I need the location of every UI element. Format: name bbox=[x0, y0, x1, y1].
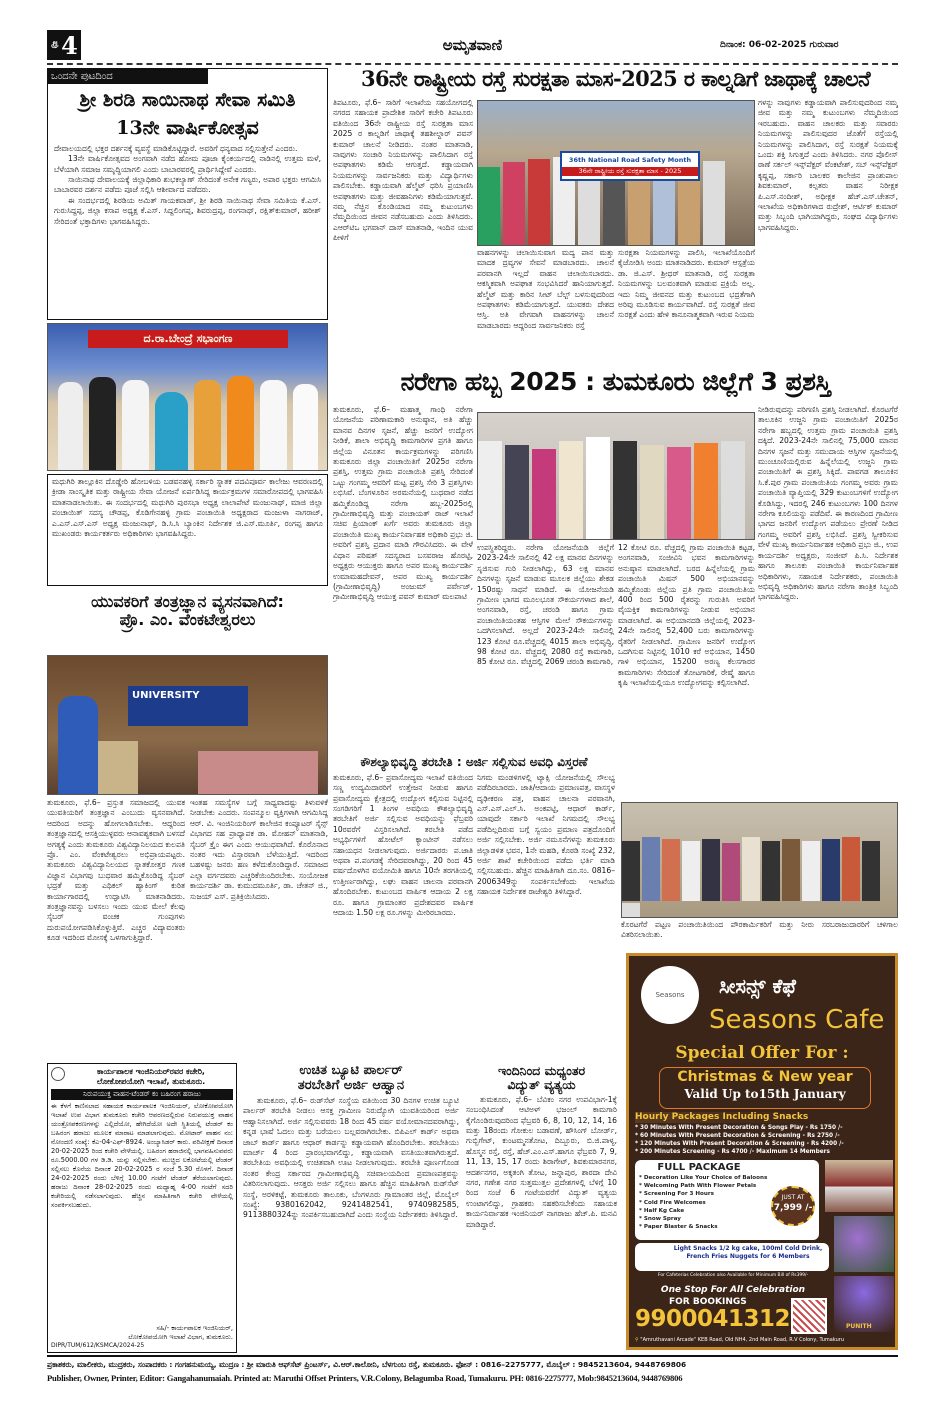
story-column: ತಿಪಟೂರು, ಫೆ.6– ಸಾರಿಗೆ ಇಲಾಖೆಯ ಸಹಯೋಗದಲ್ಲಿ ನಗರದ ಸಹಾಯಕ ಪ್ರಾದೇಶಿಕ ಸಾರಿಗೆ ಕಚೇರಿ ತಿಪಟೂರು ವತಿಯಿಂದ 36ನೇ ರಾಷ್ಟ್ರೀಯ ರಸ್ತೆ ಸುರಕ್ಷತಾ ಮಾಸ 2025 ರ ಕಾಲ್ನಡಿಗೆ ಜಾಥಾಕ್ಕೆ ತಹಶೀಲ್ದಾರ್ ಪವನ್ ಕುಮಾರ್ ಚಾಲನೆ ನೀಡಿದರು. ನಂತರ ಮಾತನಾಡಿ, ನಾವುಗಳು ಸಂಚಾರಿ ನಿಯಮಗಳನ್ನು ಪಾಲಿಸಿದಾಗ ರಸ್ತೆ ಅಪಘಾತಗಳು ಕಡಿಮೆ ಆಗುತ್ತದೆ. ಕಡ್ಡಾಯವಾಗಿ ನಿಯಮಗಳನ್ನು ಸಾರ್ವಜನಿಕರು ಮತ್ತು ವಿದ್ಯಾರ್ಥಿಗಳು ಪಾಲಿಸಬೇಕು. ಕಡ್ಡಾಯವಾಗಿ ಹೆಲ್ಮೆಟ್ ಧರಿಸಿ ಪ್ರಯಾಣಿಸಿ ಅಪಘಾತಗಳು ಮತ್ತು ಜೀವಹಾನಿಗಳು ಕಡಿಮೆಯಾಗುತ್ತವೆ. ನಮ್ಮ ನೆಚ್ಚಿನ ಕೊಂಡಿಯಾದ ನಮ್ಮ ಕುಟುಂಬಗಳು ನೆಮ್ಮದಿಯಿಂದ ಜೀವನ ನಡೆಸಬಹುದು ಎಂದು ತಿಳಿಸಿದರು. ಎಆರ್‌ಟಿಒ ಭಗವಾನ್ ದಾಸ್ ಮಾತನಾಡಿ, ಇಂದಿನ ಯುವ ಪೀಳಿಗೆ bbox=[333, 98, 473, 243]
hourly-item: * 120 Minutes With Present Decoration & Screening - Rs 4200 /- bbox=[635, 1141, 844, 1147]
seminar-photo bbox=[47, 655, 328, 795]
event-photo-bendre bbox=[47, 323, 328, 471]
snacks-offer: Light Snacks 1/2 kg cake, 100ml Cold Drink, French Fries Nuggets for 6 Members bbox=[635, 1243, 829, 1271]
booking-phone: 9900041312 bbox=[635, 1306, 791, 1332]
paragraph: 13ನೇ ವಾರ್ಷಿಕೋತ್ಸವದ ಅಂಗವಾಗಿ ನಡೆದ ಹೋಮ ಪೂಜಾ ಕೈಂಕರ್ಯದಲ್ಲಿ ನಾಡಿನಲ್ಲಿ ಉತ್ತಮ ಮಳೆ, ಬೆಳೆಯಾಗಿ ಸಮಾಜ ಸಮೃದ್ಧಿಯಾಗಲಿ ಎಂದು ಬಾಬಾರವರಲ್ಲಿ ಪ್ರಾರ್ಥಿಸಿದ್ದೇವೆ ಎಂದರು. bbox=[54, 154, 321, 174]
package-item: * Welcoming Path With Flower Petals bbox=[639, 1183, 757, 1190]
award-photo bbox=[477, 412, 755, 540]
dais-table bbox=[198, 751, 318, 795]
footer-kannada: ಪ್ರಕಾಶಕರು, ಮಾಲೀಕರು, ಮುದ್ರಕರು, ಸಂಪಾದಕರು : ಗಂಗಹನುಮಯ್ಯ, ಮುದ್ರಣ : ಶ್ರೀ ಮಾರುತಿ ಆಫ್‌ಸೆಟ್ ಪ್ರಿಂಟರ್ಸ್, ವಿ.ಆರ್.ಕಾಲೋನಿ, ಬೆಳಗುಂಬ ರಸ್ತೆ, ತುಮಕೂರು. ಫೋನ್ : 0816–2275777, ಮೊಬೈಲ್ : 9845213604, 9448769806 bbox=[47, 1360, 687, 1369]
qr-code bbox=[791, 1298, 827, 1334]
logo-text: Seasons bbox=[655, 991, 685, 999]
emblem-icon bbox=[51, 1067, 65, 1081]
paragraph: ದೇವಾಲಯದಲ್ಲಿ ಭಕ್ತರ ದರ್ಶನಕ್ಕೆ ವ್ಯವಸ್ಥೆ ಮಾಡಿಕೊಟ್ಟಿದ್ದಾರೆ. ಅವರಿಗೆ ಧನ್ಯವಾದ ಸಲ್ಲಿಸುತ್ತೇನೆ ಎಂದರು. bbox=[54, 143, 298, 153]
story-column: ತುಮಕೂರು, ಫೆ.6– ಪ್ರಸ್ತುತ ಸಮಾಜದಲ್ಲಿ ಯುವಕ ಯುವತಿಯರಿಗೆ ತಂತ್ರಜ್ಞಾನ ಎಂಬುದು ವ್ಯಸನವಾಗಿದೆ. ಆದರಿಂದ ಅದನ್ನು ಹೋಗಲಾಡಿಸಬೇಕು. ಆದ್ದರಿಂದ ತಂತ್ರಜ್ಞಾನದಲ್ಲಿ ಆಸಕ್ತಿಯುಳ್ಳವರು ಆನಾವಶ್ಯಕವಾಗಿ ಬಳಸದೆ ಅಗತ್ಯಕ್ಕೆ ಎಂದು ತುಮಕೂರು ವಿಶ್ವವಿದ್ಯಾನಿಲಯದ ಕುಲಪತಿ ಪ್ರೊ. ಎಂ. ವೆಂಕಟೇಶ್ವರಲು ಅಭಿಪ್ರಾಯಪಟ್ಟರು. ತುಮಕೂರು ವಿಶ್ವವಿದ್ಯಾನಿಲಯದ ಸ್ನಾತಕೋತ್ತರ ಗಣಕ ವಿಜ್ಞಾನ ವಿಭಾಗವು ಬುಧವಾರ ಹಮ್ಮಿಕೊಂಡಿದ್ದ ಸೈಬರ್ ಭದ್ರತೆ ಮತ್ತು ಎಥಿಕಲ್ ಹ್ಯಾಕಿಂಗ್ ಕುರಿತ ಕಾರ್ಯಾಗಾರದಲ್ಲಿ ಉದ್ಘಾಟಿಸಿ ಮಾತನಾಡಿದರು. ತಂತ್ರಜ್ಞಾನವನ್ನು ಬಳಸಲು ಇಂದು ಯುವ ಮೇಲೆ ಕೆಲವು ಸೈಬರ್ ವಂಚಕ ಗುಂಪುಗಳು ದುರುಪಯೋಗಪಡಿಸಿಕೊಳ್ಳುತ್ತಿವೆ. ಎಚ್ಚರ ವಿದ್ಯಾವಂತರು ಕೂಡ ಇದರಿಂದ ಮೋಸಕ್ಕೆ ಒಳಗಾಗುತ್ತಿದ್ದಾರೆ. bbox=[47, 798, 185, 943]
tech-headline-block bbox=[47, 593, 328, 653]
hourly-title: Hourly Packages Including Snacks bbox=[635, 1112, 809, 1122]
photo-label: PUNITH bbox=[846, 1323, 872, 1330]
location-pin-icon: ⚲ bbox=[635, 1337, 641, 1343]
hourly-list bbox=[635, 1124, 893, 1156]
headline: ಯುವಕರಿಗೆ ತಂತ್ರಜ್ಞಾನ ವ್ಯಸನವಾಗಿದೆ: bbox=[91, 593, 284, 611]
hall-banner: ದ.ರಾ.ಬೇಂದ್ರೆ ಸಭಾಂಗಣ bbox=[88, 330, 288, 348]
package-item: * Snow Spray bbox=[639, 1216, 681, 1223]
package-item: * Cold Fire Welcomes bbox=[639, 1199, 706, 1206]
road-safety-banner bbox=[560, 151, 700, 181]
address-line bbox=[635, 1337, 895, 1344]
headline: ಉಚಿತ ಬ್ಯೂಟಿ ಪಾರ್ಲರ್ bbox=[299, 1064, 403, 1078]
subheadline: ವಿದ್ಯುತ್ ವ್ಯತ್ಯಯ bbox=[507, 1077, 576, 1093]
just-at: JUST AT bbox=[781, 1194, 805, 1201]
venue-photo bbox=[825, 1160, 893, 1212]
university-banner: UNIVERSITY bbox=[128, 686, 248, 726]
hourly-item: * 60 Minutes With Present Decoration & Screening - Rs 2750 /- bbox=[635, 1133, 840, 1139]
headline: ಶ್ರೀ ಶಿರಡಿ ಸಾಯಿನಾಥ ಸೇವಾ ಸಮಿತಿ bbox=[79, 89, 296, 111]
price: 7,999 /- bbox=[773, 1203, 813, 1213]
awardee-figures bbox=[478, 423, 755, 540]
subheadline: ತರಬೇತಿಗೆ ಅರ್ಜಿ ಆಹ್ವಾನ bbox=[297, 1077, 405, 1093]
one-stop-tagline: One Stop For All Celebration bbox=[660, 1285, 806, 1295]
page-number: 4 bbox=[61, 30, 78, 60]
story-body bbox=[48, 140, 327, 319]
cafeteria-note: For Cafeterias Celebration also Available for Minimum Bill of Rs399/- bbox=[657, 1273, 809, 1278]
tender-notice bbox=[47, 1063, 237, 1353]
validity: Valid Up to15th January bbox=[684, 1087, 846, 1101]
full-package-title: FULL PACKAGE bbox=[657, 1162, 741, 1173]
hourly-item: * 200 Minutes Screening - Rs 4700 /- Maximum 14 Members bbox=[635, 1149, 830, 1155]
full-package-box bbox=[635, 1160, 819, 1240]
cafe-name-english: Seasons Cafe bbox=[709, 1005, 885, 1035]
footer-english: Publisher, Owner, Printer, Editor: Gangahanumaiah. Printed at: Maruthi Offset Printers, V.R.Colony, Belagumba Road, Tumakuru. PH: 0816-2275777, Mob:9845213604, 9448769806 bbox=[47, 1373, 683, 1383]
story-column: ಇಂತಹ ಸಮಸ್ಯೆಗಳ ಬಗ್ಗೆ ಸಾಧ್ಯವಾದಷ್ಟು ತಿಳುವಳಿಕೆ ನೀಡಬೇಕು ಎಂದರು. ಸಂಪನ್ಮೂಲ ವ್ಯಕ್ತಿಗಳಾಗಿ ಆಗಮಿಸಿದ್ದ ಆರ್. ವಿ. ಇಂಜಿನಿಯರಿಂಗ್ ಕಾಲೇಜಿನ ಕಂಪ್ಯೂಟರ್ ಸೈನ್ಸ್ ವಿಭಾಗದ ಸಹ ಪ್ರಾಧ್ಯಾಪಕ ಡಾ. ಮೋಹನ್ ಮಾತನಾಡಿ, ಸೈಬರ್ ಕ್ರೈಂ ಈಗ ಎಂದು ಆಯುಧವಾಗಿದೆ. ಕೊರೊನಾದ ನಂತರ ಇದು ವಿಸ್ತಾರವಾಗಿ ಬೆಳೆಯುತ್ತಿದೆ. ಇದರಿಂದ ಬಹಳಷ್ಟು ಜನರು ಹಣ ಕಳೆದುಕೊಂಡಿದ್ದಾರೆ. ಸಮಾಜದ ಎಲ್ಲಾ ವರ್ಗದವರು ಎಚ್ಚರಿಕೆಯಿಂದಿರಬೇಕು. ಸಂಯೋಜಕ ಕಾರ್ಯದರ್ಶಿ ಡಾ. ಕುಮುದಮೂರ್ತಿ, ಡಾ. ಚೇತನ್ ಜಿ., ಸುಜಯ್ ಎಸ್. ಪ್ರತಿಕ್ರಿಯಿಸಿದರು. bbox=[190, 798, 328, 901]
signature-line: ಸಹಿ/- ಕಾರ್ಯಪಾಲಕ ಇಂಜಿನಿಯರ್, bbox=[156, 1324, 233, 1332]
occasion-box bbox=[659, 1067, 871, 1109]
story-column: ವಾಹನಗಳನ್ನು ಚಲಾಯಿಸುವಾಗ ಮದ್ಯ ಪಾನ ಮತ್ತು ಮಾದಕ ದ್ರವ್ಯಗಳ ಸೇವನೆ ಮಾಡಬಾರದು. ಚಾಲನೆ ಪರವಾನಗಿ ಇಲ್ಲದೆ ವಾಹನ ಚಲಾಯಿಸಬಾರದು. ಆಕಸ್ಮಿಕವಾಗಿ ಅಪಘಾತ ಸಂಭವಿಸಿದರೆ ಹಾನಿಯಾಗುತ್ತದೆ. ಹೆಲ್ಮೆಟ್ ಮತ್ತು ಕಾರಿನ ಸೀಟ್ ಬೆಲ್ಟ್ ಬಳಸುವುದರಿಂದ ಅಪಘಾತಗಳು ಕಡಿಮೆಯಾಗುತ್ತದೆ. ಯುವಕರು ದೇಶದ ಆಸ್ತಿ. ಅತಿ ವೇಗವಾಗಿ ವಾಹನಗಳನ್ನು ಚಾಲನೆ ಮಾಡಬಾರದು ಆದ್ದರಿಂದ ಸಾರ್ವಜನಿಕರು ರಸ್ತೆ bbox=[477, 248, 614, 330]
page-label: ಪು bbox=[50, 41, 61, 49]
office-name: ಕಾರ್ಯಪಾಲಕ ಇಂಜಿನಿಯರ್‌ರವರ ಕಚೇರಿ, bbox=[97, 1067, 205, 1076]
cafe-logo bbox=[641, 966, 699, 1024]
power-story bbox=[464, 1064, 619, 1352]
subheadline: 13ನೇ ವಾರ್ಷಿಕೋತ್ಸವ bbox=[116, 116, 259, 139]
skill-story bbox=[333, 756, 615, 1056]
subheadline: ಪ್ರೊ. ಎಂ. ವೆಂಕಟೇಶ್ವರಲು bbox=[119, 610, 256, 630]
photo-caption: ಮಧುಗಿರಿ ತಾಲ್ಲೂಕಿನ ದೊಡ್ಡೇರಿ ಹೋಬಳಿಯ ಬಡವನಹಳ್ಳಿ ಸರ್ಕಾರಿ ಸ್ನಾತಕ ಪದವಿಪೂರ್ವ ಕಾಲೇಜು ಆವರಣದಲ್ಲಿ ಕ್ರೀಡಾ ಸಾಂಸ್ಕೃತಿಕ ಮತ್ತು ರಾಷ್ಟ್ರೀಯ ಸೇವಾ ಯೋಜನೆ ಏರ್ಪಡಿಸಿದ್ದ ಕಾರ್ಯಕ್ರಮಗಳ ಸಮಾರೋಪದಲ್ಲಿ ಭಾಗವಹಿಸಿ ಮಾತನಾಡಲಾಯಿತು. ಈ ಸಂದರ್ಭದಲ್ಲಿ ಮಧುಗಿರಿ ಪುರಸಭಾ ಅಧ್ಯಕ್ಷ ಲಾಲಾಪೇಟೆ ಮಂಜುನಾಥ್, ಮಾಜಿ ಜಿಲ್ಲಾ ಪಂಚಾಯಿತ್ ಸದಸ್ಯ ಚೌಡಪ್ಪ, ಕೊಡಿಗೇನಹಳ್ಳಿ ಗ್ರಾಮ ಪಂಚಾಯಿತಿ ಅಧ್ಯಕ್ಷರಾದ ಮಂಜುಳಾ ನಾಗರಾಜ್, ಎ.ಎಸ್.ಎಸ್.ಎಸ್ ಅಧ್ಯಕ್ಷ ಮಂಜುನಾಥ್, ಡಿ.ಸಿ.ಸಿ ಬ್ಯಾಂಕಿನ ನಿರ್ದೇಶಕ ಜಿ.ಎಸ್.ಮೂರ್ತಿ, ರಂಗಪ್ಪ ಹಾಗೂ ಮುಖಂಡರು ಕಾರ್ಯಕರ್ತರು ಅಧಿಕಾರಿಗಳು ಭಾಗವಹಿಸಿದ್ದರು. bbox=[47, 474, 328, 586]
beauty-story bbox=[241, 1064, 461, 1352]
package-item: * Half Kg Cake bbox=[639, 1207, 685, 1214]
package-item: * Decoration Like Your Choice of Baloons bbox=[639, 1175, 768, 1181]
skill-columns bbox=[333, 773, 615, 1056]
package-item: * Paper Blaster & Snacks bbox=[639, 1224, 718, 1231]
price-badge bbox=[771, 1186, 815, 1226]
balloon-photo bbox=[834, 1216, 894, 1272]
hourly-item: * 30 Minutes With Present Decoration & Songs Play - Rs 1750 /- bbox=[635, 1125, 843, 1131]
banner-english: 36th National Road Safety Month bbox=[568, 156, 692, 164]
story-column: ತುಮಕೂರು, ಫೆ.6– ಪ್ರವಾಸೋದ್ಯಮ ಇಲಾಖೆ ವತಿಯಿಂದ ಸಣ್ಣ ಉದ್ಯಮಿದಾರರಿಗೆ ಉತ್ತೇಜನ ನೀಡುವ ಹಾಗೂ ಪ್ರವಾಸೋದ್ಯಮ ಕ್ಷೇತ್ರದಲ್ಲಿ ಉದ್ಯೋಗ ಕಲ್ಪಿಸುವ ನಿಟ್ಟಿನಲ್ಲಿ ಸಂಗಡಿಗರಿಗೆ 1 ತಿಂಗಳ ಅವಧಿಯ ಕೌಶಲ್ಯಾಭಿವೃದ್ಧಿ ತರಬೇತಿಗೆ ಅರ್ಜಿ ಸಲ್ಲಿಸುವ ಅವಧಿಯನ್ನು ಫೆಬ್ರವರಿ 10ರವರೆಗೆ ವಿಸ್ತರಿಸಲಾಗಿದೆ. ತರಬೇತಿ ಪಡೆದ ಅಭ್ಯರ್ಥಿಗಳಿಗೆ ಹೋಟೆಲ್ ಕ್ಯಾಂಟೀನ್ ನಡೆಸಲು ಸಹಾಯಧನ ನೀಡಲಾಗುವುದು. ಅರ್ಜಿದಾರರು ಪ.ಜಾತಿ ಅಥವಾ ಪ.ಪಂಗಡಕ್ಕೆ ಸೇರಿದವರಾಗಿದ್ದು, 20 ರಿಂದ 45 ವರ್ಷದೊಳಗಿನ ವಯೋಮಿತಿ ಹಾಗೂ 10ನೇ ತರಗತಿಯಲ್ಲಿ ಉತ್ತೀರ್ಣರಾಗಿದ್ದು, ಲಘು ವಾಹನ ಚಾಲನಾ ಪರವಾನಗಿ ಹೊಂದಿರಬೇಕು. ಕುಟುಂಬದ ವಾರ್ಷಿಕ ಆದಾಯ 2 ಲಕ್ಷ ರೂ. ಹಾಗೂ ಗ್ರಾಮಾಂತರ ಪ್ರದೇಶದವರ ವಾರ್ಷಿಕ ಆದಾಯ 1.50 ಲಕ್ಷ ರೂ.ಗಳನ್ನು ಮೀರಿರಬಾರದು. bbox=[333, 772, 473, 918]
issue-date: ದಿನಾಂಕ: 06-02-2025 ಗುರುವಾರ bbox=[720, 40, 839, 50]
paragraph: ಸಾಯಿನಾಥ ದೇವಾಲಯಕ್ಕೆ ಜಿಲ್ಲಾಧಿಕಾರಿ ಶುಭಕಲ್ಯಾಣ್ ಸೇರಿದಂತೆ ಅನೇಕ ಗಣ್ಯರು, ಅಪಾರ ಭಕ್ತರು ಆಗಮಿಸಿ ಬಾಬಾರವರ ದರ್ಶನ ಪಡೆದು ಪೂಜೆ ಸಲ್ಲಿಸಿ ಆಶೀರ್ವಾದ ಪಡೆದರು. bbox=[54, 174, 321, 195]
headline: ಕೌಶಲ್ಯಾಭಿವೃದ್ಧಿ ತರಬೇತಿ : ಅರ್ಜಿ ಸಲ್ಲಿಸುವ ಅವಧಿ ವಿಸ್ತರಣೆ bbox=[360, 756, 588, 769]
page-number-box bbox=[47, 30, 81, 60]
people-figures bbox=[58, 364, 318, 471]
special-offer: Special Offer For : bbox=[675, 1043, 849, 1063]
photo-caption: ಕೊರಟಗೆರೆ ಪಟ್ಟಣ ಪಂಚಾಯಿತಿಯಿಂದ ಪೌರಕಾರ್ಮಿಕರಿಗೆ ಮತ್ತು ನೀರು ಸರಬರಾಜುದಾರರಿಗೆ ಚಳಿಗಾಲ ವಿತರಿಸಲಾಯಿತು. bbox=[621, 920, 898, 940]
seasons-cafe-ad bbox=[626, 953, 898, 1350]
story-column: ಉಪಸ್ಥಿತರಿದ್ದರು. ನರೇಗಾ ಯೋಜನೆಯಡಿ ಜಿಲ್ಲೆಗೆ 2023-24ನೇ ಸಾಲಿನಲ್ಲಿ 42 ಲಕ್ಷ ಮಾನವ ದಿನಗಳನ್ನು ಸೃಜಿಸುವ ಗುರಿ ನೀಡಲಾಗಿದ್ದು, 63 ಲಕ್ಷ ಮಾನವ ದಿನಗಳನ್ನು ಸೃಜನೆ ಮಾಡುವ ಮೂಲಕ ಜಿಲ್ಲೆಯು ಶೇಕಡ 150ರಷ್ಟು ಸಾಧನೆ ಮಾಡಿದೆ. ಈ ಯೋಜನೆಯಡಿ ಗ್ರಾಮೀಣ ಭಾಗದ ಮೂಲಭೂತ ಸೌಕರ್ಯಗಳಾದ ಶಾಲೆ, ಅಂಗನವಾಡಿ, ರಸ್ತೆ, ಚರಂಡಿ ಹಾಗೂ ಗ್ರಾಮ ಪಂಚಾಯಿತಿಯಂತಹ ಆಸ್ತಿಗಳ ಮೇಲೆ ಸೌಕರ್ಯಗಳನ್ನು ಒದಗಿಸಲಾಗಿದೆ. ಅಲ್ಲದೆ 2023-24ನೇ ಸಾಲಿನಲ್ಲಿ 123 ಕೋಟಿ ರೂ.ವೆಚ್ಚದಲ್ಲಿ 4015 ಶಾಲಾ ಅಭಿವೃದ್ಧಿ, 98 ಕೋಟಿ ರೂ. ವೆಚ್ಚದಲ್ಲಿ 2080 ರಸ್ತೆ ಕಾಮಗಾರಿ, 85 ಕೋಟಿ ರೂ. ವೆಚ್ಚದಲ್ಲಿ 2069 ಚರಂಡಿ ಕಾಮಗಾರಿ, bbox=[477, 543, 614, 667]
story-column: ನಿಗಮ ಮಂಡಳಿಗಳಲ್ಲಿ ಟ್ಯಾಕ್ಸಿ ಯೋಜನೆಯಲ್ಲಿ ಸೌಲಭ್ಯ ಪಡೆದಿರಬಾರದು. ಜಾತಿ/ಆದಾಯ ಪ್ರಮಾಣಪತ್ರ, ವಾಸಸ್ಥಳ ದೃಢೀಕರಣ ಪತ್ರ, ವಾಹನ ಚಾಲನಾ ಪರವಾನಗಿ, ಎಸ್.ಎಸ್.ಎಲ್.ಸಿ. ಅಂಕಪಟ್ಟಿ, ಆಧಾರ್ ಕಾರ್ಡ್, ಯಾವುದೇ ಸರ್ಕಾರಿ ಇಲಾಖೆ ನಿಗಮದಲ್ಲಿ ಸೌಲಭ್ಯ ಪಡೆದಿಲ್ಲದಿರುವ ಬಗ್ಗೆ ಸ್ವಯಂ ಪ್ರಮಾಣ ಪತ್ರದೊಂದಿಗೆ ಅರ್ಜಿ ಸಲ್ಲಿಸಬೇಕು. ಅರ್ಜಿ ನಮೂನೆಗಳನ್ನು ತುಮಕೂರು ಜಿಲ್ಲಾಡಳಿತ ಭವನ, 1ನೇ ಮಹಡಿ, ಕೊಠಡಿ ಸಂಖ್ಯೆ 232, ಅರ್ಜಿ ಶಾಖೆ ಕಚೇರಿಯಿಂದ ಪಡೆದು ಭರ್ತಿ ಮಾಡಿ ಸಲ್ಲಿಸಬಹುದು. ಹೆಚ್ಚಿನ ಮಾಹಿತಿಗಾಗಿ ದೂ.ಸಂ. 0816–2006349ನ್ನು ಸಂಪರ್ಕಿಸಬೇಕೆಂದು ಇಲಾಖೆಯ ಸಹಾಯಕ ನಿರ್ದೇಶಕ ರಾಜೇಶ್ವರಿ ತಿಳಿಸಿದ್ದಾರೆ. bbox=[477, 772, 615, 897]
bookings-label: FOR BOOKINGS bbox=[669, 1297, 747, 1307]
headline: ನರೇಗಾ ಹಬ್ಬ 2025 : ತುಮಕೂರು ಜಿಲ್ಲೆಗೆ 3 ಪ್ರಶಸ್ತಿ bbox=[400, 367, 831, 396]
notice-header bbox=[51, 1067, 233, 1087]
story-column: ಸುರಕ್ಷತಾ ನಿಯಮಗಳನ್ನು ಪಾಲಿಸಿ, ಇಲಾಖೆಯೊಂದಿಗೆ ಕೈಜೋಡಿಸಿ ಅಂದು ಮಾತನಾಡಿದರು. ಕುಮಾರ್ ಆಸ್ಪತ್ರೆಯ ಡಾ. ಜಿ.ಎಸ್. ಶ್ರೀಧರ್ ಮಾತನಾಡಿ, ರಸ್ತೆ ಸುರಕ್ಷತಾ ನಿಯಮಗಳನ್ನು ಬಲವಂತವಾಗಿ ಮಾಡುವ ಪ್ರಕ್ರಿಯೆ ಅಲ್ಲ. ಇದು ನಿಮ್ಮ ಜೀವನದ ಮತ್ತು ಕುಟುಂಬದ ಭದ್ರತೆಗಾಗಿ ಅರಿವು ಮೂಡಿಸುವ ಕಾರ್ಯವಾಗಿದೆ. ರಸ್ತೆ ಸುರಕ್ಷತೆ ಜೀವ ಸುರಕ್ಷತೆ ಎಂದು ಹೇಳಿ ಕಾನೂನಾತ್ಮಕವಾಗಿ ಇರುವ ನಿಯಮ bbox=[618, 248, 755, 320]
cafe-name-kannada: ಸೀಸನ್ಸ್ ಕೆಫೆ bbox=[719, 974, 796, 998]
kicker: ಒಂದನೇ ಪುಟದಿಂದ bbox=[48, 69, 208, 84]
story-column: 12 ಕೋಟಿ ರೂ. ವೆಚ್ಚದಲ್ಲಿ ಗ್ರಾಮ ಪಂಚಾಯಿತಿ ಕಟ್ಟಡ, ಅಂಗನವಾಡಿ, ಸಂಜೀವಿನಿ ಭವನ ಕಾಮಗಾರಿಗಳನ್ನು ಅನುಷ್ಠಾನ ಮಾಡಲಾಗಿದೆ. ಬರದ ಹಿನ್ನೆಲೆಯಲ್ಲಿ ಗ್ರಾಮ ಪಂಚಾಯಿತಿ ಮಿಷನ್ 500 ಅಭಿಯಾನವನ್ನು ಹಮ್ಮಿಕೊಂಡು ಜಿಲ್ಲೆಯ ಪ್ರತಿ ಗ್ರಾಮ ಪಂಚಾಯಿತಿಯ 400 ರಿಂದ 500 ರೈತರನ್ನು ಗುರುತಿಸಿ ಅವರಿಗೆ ವೈಯಕ್ತಿಕ ಕಾಮಗಾರಿಗಳನ್ನು ನೀಡುವ ಅಭಿಯಾನ ಮಾಡಲಾಗಿದೆ. ಈ ಅಭಿಯಾನದಡಿ ಜಿಲ್ಲೆಯಲ್ಲಿ 2023-24ನೇ ಸಾಲಿನಲ್ಲಿ 52,400 ಬರು ಕಾಮಗಾರಿಗಳನ್ನು ರೈತರಿಗೆ ನೀಡಲಾಗಿದೆ. ಗ್ರಾಮೀಣ ಜನರಿಗೆ ಉದ್ಯೋಗ ಒದಗಿಸುವ ನಿಟ್ಟಿನಲ್ಲಿ 1010 ಕರೆ ಅಭಿಯಾನ, 1450 ಗಾಳಿ ಅಭಿಯಾನ, 15200 ಅರಣ್ಯ ಕೆಲಸಗಾರರ ಕಾಮಗಾರಿಗಳು ಸೇರಿದಂತೆ ತೋಟಗಾರಿಕೆ, ರೇಷ್ಮೆ ಹಾಗೂ ಕೃಷಿ ಇಲಾಖೆಯಲ್ಲಿಯೂ ಉದ್ಯೋಗವನ್ನು ಕಲ್ಪಿಸಲಾಗಿದೆ. bbox=[618, 543, 755, 688]
story-body: ತುಮಕೂರು, ಫೆ.6– ಬೆವಿಕಂ ನಗರ ಉಪವಿಭಾಗ-1ಕ್ಕೆ ಸಂಬಂಧಿಸಿದಂತೆ ಆಟಿಅಳ್ ಭಜಂಲ್ ಕಾಮಗಾರಿ ಕೈಗೊಂಡಿರುವುದರಿಂದ ಫೆಬ್ರವರಿ 6, 8, 10, 12, 14, 16 ಮತ್ತು 18ರಂದು ಗೋಕುಲ ಬಡಾವಣೆ, ಹೌಸಿಂಗ್ ಬೋರ್ಡ್, ಗುಬ್ಬಿಗೇಟ್, ಕುಂಟಮ್ಮನತೋಟ, ದಿಬ್ಬೂರು, ಬಿ.ಜಿ.ಪಾಳ್ಯ, ಹೊಸ್ಮನ ರಸ್ತೆ, ರಸ್ತೆ, ಹೆಚ್.ಎಂ.ಎಸ್.ಹಾಗೂ ಫೆಬ್ರವರಿ 7, 9, 11, 13, 15, 17 ರಂದು ಶಿರಾಗೇಟ್, ಶಿವಕುಮಾರನಗರ, ಆದರ್ಶನಗರ, ಅಕ್ಕತಂಗಿ ತೋಟ, ಜನ್ನಾಪುರ, ಶಾರದಾ ದೇವಿ ನಗರ, ಗಣೇಶ ನಗರ ಸುತ್ತಮುತ್ತಲ ಪ್ರದೇಶಗಳಲ್ಲಿ ಬೆಳಿಗ್ಗೆ 10 ರಿಂದ ಸಂಜೆ 6 ಗಂಟೆಯವರೆಗೆ ವಿದ್ಯುತ್ ವ್ಯತ್ಯಯ ಉಂಟಾಗಲಿದ್ದು, ಗ್ರಾಹಕರು ಸಹಕರಿಸಬೇಕೆಂದು ಸಹಾಯಕ ಕಾರ್ಯನಿರ್ವಾಹಕ ಇಂಜಿನಿಯರ್ ನಾಗರಾಜು ಹೆಚ್.ಪಿ. ಮನವಿ ಮಾಡಿದ್ದಾರೆ. bbox=[466, 1094, 617, 1229]
story-column: ತುಮಕೂರು, ಫೆ.6– ಮಹಾತ್ಮ ಗಾಂಧಿ ನರೇಗಾ ಯೋಜನೆಯ ಪರಿಣಾಮಕಾರಿ ಅನುಷ್ಠಾನ, ಅತಿ ಹೆಚ್ಚು ಮಾನವ ದಿನಗಳ ಸೃಜನೆ, ಹೆಚ್ಚು ಜನರಿಗೆ ಉದ್ಯೋಗ ನೀಡಿಕೆ, ಶಾಲಾ ಅಭಿವೃದ್ಧಿ ಕಾಮಗಾರಿಗಳ ಪ್ರಗತಿ ಹಾಗೂ ಜಿಲ್ಲೆಯ ವಿನೂತನ ಕಾರ್ಯಕ್ರಮಗಳನ್ನು ಪರಿಗಣಿಸಿ ತುಮಕೂರು ಜಿಲ್ಲಾ ಪಂಚಾಯಿತಿಗೆ 2025ರ ನರೇಗಾ ಪ್ರಶಸ್ತಿ, ಉತ್ತಮ ಗ್ರಾಮ ಪಂಚಾಯಿತಿ ಪ್ರಶಸ್ತಿ ಸೇರಿದಂತೆ ಒಟ್ಟು ಗಂಗಮ್ಮ ಆವರಿಗೆ ಮಟ್ಟ ಪ್ರಶಸ್ತಿ ಸೇರಿ 3 ಪ್ರಶಸ್ತಿಗಳು ಲಭಿಸಿವೆ. ಬೆಂಗಳೂರಿನ ಅರಮನೆಯಲ್ಲಿ ಬುಧವಾರ ನಡೆದ ಹಮ್ಮಿಕೊಂಡಿದ್ದ ನರೇಗಾ ಹಬ್ಬ-2025ರಲ್ಲಿ ಗ್ರಾಮೀಣಾಭಿವೃದ್ಧಿ ಮತ್ತು ಪಂಚಾಯತ್ ರಾಜ್ ಇಲಾಖೆ ಸಚಿವ ಪ್ರಿಯಾಂಕ್ ಖರ್ಗೆ ಅವರು ತುಮಕೂರು ಜಿಲ್ಲಾ ಪಂಚಾಯಿತಿ ಮುಖ್ಯ ಕಾರ್ಯನಿರ್ವಾಹಕ ಅಧಿಕಾರಿ ಪ್ರಭು ಜಿ. ಅವರಿಗೆ ಪ್ರಶಸ್ತಿ ಪ್ರದಾನ ಮಾಡಿ ಗೌರವಿಸಿದರು. ಈ ವೇಳೆ ವಿಧಾನ ಪರಿಷತ್ ಸದಸ್ಯರಾದ ಬಸವರಾಜ ಹೊರಟ್ಟಿ, ಅಧ್ಯಕ್ಷರು ಆಯುಕ್ತರು ಹಾಗೂ ಅಪರ ಮುಖ್ಯ ಕಾರ್ಯದರ್ಶಿ ಉಮಾಮಹದೇವನ್, ಅಪರ ಮುಖ್ಯ ಕಾರ್ಯದರ್ಶಿ (ಗ್ರಾಮೀಣಾಭಿವೃದ್ಧಿ) ಅಂಜುಮ್ ಪರ್ವೇಜ್, ಗ್ರಾಮೀಣಾಭಿವೃದ್ಧಿ ಆಯುಕ್ತ ಪವನ್ ಕುಮಾರ್ ಮಲಪಾಟಿ bbox=[333, 405, 473, 602]
department: ಲೋಕೋಪಯೋಗಿ ಇಲಾಖೆ, ತುಮಕೂರು. bbox=[96, 1077, 206, 1086]
workers-photo bbox=[621, 802, 898, 918]
decor-photo bbox=[834, 1276, 894, 1332]
crowd-figures bbox=[478, 131, 755, 246]
lead-headline: 36ನೇ ರಾಷ್ಟ್ರೀಯ ರಸ್ತೆ ಸುರಕ್ಷತಾ ಮಾಸ-2025 ರ ಕಾಲ್ನಡಿಗೆ ಜಾಥಾಕ್ಕೆ ಚಾಲನೆ bbox=[361, 66, 870, 91]
paragraph: ಈ ಸಂದರ್ಭದಲ್ಲಿ ಶಿರಡಿಯ ಅಮಿತ್ ಗಾಯಕವಾಡ್, ಶ್ರೀ ಶಿರಡಿ ಸಾಯಿನಾಥ ಸೇವಾ ಸಮಿತಿಯ ಕೆ.ಎಸ್. ಗುರುಸಿದ್ದಪ್ಪ, ಜಿಲ್ಲಾ ಕಸಾಪ ಅಧ್ಯಕ್ಷ ಕೆ.ಎಸ್. ಸಿದ್ದಲಿಂಗಪ್ಪ, ಶಿವರುದ್ರಪ್ಪ, ರಂಗನಾಥ್, ರಕ್ಷಿತ್‌ಕುಮಾರ್, ಹರೀಶ್ ಸೇರಿದಂತೆ ಭಕ್ತಾದಿಗಳು ಭಾಗವಹಿಸಿದ್ದರು. bbox=[54, 195, 321, 226]
header-divider bbox=[47, 63, 898, 65]
group-figures bbox=[622, 837, 898, 917]
masthead: ಅಮೃತವಾಣಿ bbox=[442, 36, 503, 54]
story-column: ಗಳನ್ನು ನಾವುಗಳು ಕಡ್ಡಾಯವಾಗಿ ಪಾಲಿಸುವುದರಿಂದ ನಮ್ಮ ಜೀವ ಮತ್ತು ನಮ್ಮ ಕುಟುಂಬಗಳು ನೆಮ್ಮದಿಯಿಂದ ಇರಬಹುದು. ವಾಹನ ಚಾಲಕರು ಮತ್ತು ಸವಾರರು ನಿಯಮಗಳನ್ನು ಪಾಲಿಸುವುದರ ಜೊತೆಗೆ ರಸ್ತೆಯಲ್ಲಿ ನಿಯಮಗಳನ್ನು ಪಾಲಿಸಿದಾಗ, ರಸ್ತೆ ಸುರಕ್ಷತೆ ನಿಯಮಕ್ಕೆ ಒಂದು ಶಕ್ತಿ ಸಿಗುತ್ತದೆ ಎಂದು ತಿಳಿಸಿದರು. ನಗರ ಪೊಲೀಸ್ ಠಾಣೆ ಸರ್ಕಲ್ ಇನ್ಸ್‌ಪೆಕ್ಟರ್ ವೆಂಕಟೇಶ್, ಸಬ್ ಇನ್ಸ್‌ಪೆಕ್ಟರ್ ಕೃಷ್ಣಪ್ಪ, ಸರ್ಕಾರಿ ಬಾಲಕರ ಕಾಲೇಜಿನ ಪ್ರಾಂಶುಪಾಲ ಶಿವಕುಮಾರ್, ಕಲ್ಪತರು ವಾಹನ ನಿರೀಕ್ಷಕ ಪಿ.ಎಸ್.ನಂದೀಶ್, ಅಧೀಕ್ಷಕ ಹೆಚ್.ಎಸ್.ಚೇತನ್, ಇಲಾಖೆಯ ಅಧಿಕಾರಿಗಳಾದ ರುದ್ರೇಶ್, ಆರ್ಟಿಕ್ ಕುಮಾರ್ ಮತ್ತು ಸಿಬ್ಬಂದಿ ಭಾಗಿಯಾಗಿದ್ದರು, ಸಂಘದ ವಿದ್ಯಾರ್ಥಿಗಳು ಭಾಗವಹಿಸಿದ್ದರು. bbox=[758, 98, 898, 232]
shirdi-story bbox=[47, 68, 328, 320]
package-item: * Screening For 3 Hours bbox=[639, 1191, 714, 1198]
road-safety-photo bbox=[477, 100, 755, 246]
occasion: Christmas & New year bbox=[677, 1069, 853, 1085]
podium bbox=[98, 741, 138, 795]
notice-body: ಈ ಕೆಳಗೆ ಕಾಣಿಸಲಾದ ಸಹಾಯಕ ಕಾರ್ಯಪಾಲಕ ಇಂಜಿನಿಯರ್, ಲೋಕೋಪಯೋಗಿ ಇಲಾಖೆ ಉಪ ವಿಭಾಗ ತುಮಕೂರು ಕಚೇರಿ ಆವರಣದಲ್ಲಿರುವ ನಿರುಪಯುಕ್ತ ವಾಹನ ಯಂತ್ರೋಪಕರಣಗಳನ್ನು ಎಲ್ಲಿದೆಯೋ, ಹೇಗಿದೆಯೋ ಅದೇ ಸ್ಥಿತಿಯಲ್ಲಿ ಟೆಂಡರ್ ಕಂ ಬಹಿರಂಗ ಹರಾಜು ಮೂಲಕ ಮಾರಾಟ ಮಾಡಲಾಗುವುದು. ಮೋಟಾರ್ ವಾಹನ ನಂ: ನೋಂದಣಿ ಸಂಖ್ಯೆ: ಕೆಎ-04-ಎಫ್-8924. ಅಂಬ್ಯಾಸಿಡರ್ ಕಾರು. ಪರಿವೀಕ್ಷಣೆ ದಿನಾಂಕ 20-02-2025 ರಿಂದ ಕಚೇರಿ ವೇಳೆಯಲ್ಲಿ. ಬಹಿರಂಗ ಹರಾಜಿನಲ್ಲಿ ಭಾಗವಹಿಸುವವರು ರೂ.5000.00 ಗಳ ಡಿ.ಡಿ. ಯನ್ನು ಸಲ್ಲಿಸಬೇಕು. ಮುಚ್ಚಿದ ಲಕೋಟೆಯಲ್ಲಿ ಟೆಂಡರ್ ಸಲ್ಲಿಸಲು ಕೊನೆಯ ದಿನಾಂಕ 20-02-2025 ರ ಸಂಜೆ 5.30 ರೊಳಗೆ. ದಿನಾಂಕ 24-02-2025 ರಂದು ಬೆಳಿಗ್ಗೆ 10.00 ಗಂಟೆಗೆ ಟೆಂಡರ್ ತೆರೆಯಲಾಗುವುದು. ಹರಾಜು ದಿನಾಂಕ 28-02-2025 ರಂದು ಮಧ್ಯಾಹ್ನ 4-00 ಗಂಟೆಗೆ ಸದರಿ ಕಚೇರಿಯಲ್ಲಿ ನಡೆಸಲಾಗುವುದು. ಹೆಚ್ಚಿನ ಮಾಹಿತಿಗಾಗಿ ಕಚೇರಿ ವೇಳೆಯಲ್ಲಿ ಸಂಪರ್ಕಿಸಬಹುದು. bbox=[51, 1102, 233, 1209]
notice-title: ನಿರುಪಯುಕ್ತ ವಾಹನ-ಟೆಂಡರ್ ಕಂ ಬಹಿರಂಗ ಹರಾಜು bbox=[51, 1089, 233, 1100]
headline: ಇಂದಿನಿಂದ ಮಧ್ಯಂತರ bbox=[497, 1064, 586, 1078]
footer-rule bbox=[47, 1355, 898, 1357]
story-column: ನೀಡಿರುವುದನ್ನು ಪರಿಗಣಿಸಿ ಪ್ರಶಸ್ತಿ ನೀಡಲಾಗಿದೆ. ಕೊರಟಗೆರೆ ತಾಲೂಕಿನ ಉಜ್ಜನಿ ಗ್ರಾಮ ಪಂಚಾಯಿತಿಗೆ 2025ರ ನರೇಗಾ ಹಬ್ಬದಲ್ಲಿ ಉತ್ತಮ ಗ್ರಾಮ ಪಂಚಾಯಿತಿ ಪ್ರಶಸ್ತಿ ದಕ್ಕಿದೆ. 2023-24ನೇ ಸಾಲಿನಲ್ಲಿ 75,000 ಮಾನವ ದಿನಗಳ ಸೃಜನೆ ಮತ್ತು ಸಮುದಾಯ ಆಸ್ತಿಗಳ ಸೃಜನೆಯಲ್ಲಿ ಮುಂಚೂಣಿಯಲ್ಲಿರುವ ಹಿನ್ನೆಲೆಯಲ್ಲಿ ಉಜ್ಜನಿ ಗ್ರಾಮ ಪಂಚಾಯಿತಿಗೆ ಈ ಪ್ರಶಸ್ತಿ ಸಿಕ್ಕಿದೆ. ಪಾವಗಡ ತಾಲೂಕಿನ ಸಿ.ಕೆ.ಪುರ ಗ್ರಾಮ ಪಂಚಾಯಿತಿಯ ಗಂಗಮ್ಮ ಅವರು ಗ್ರಾಮ ಪಂಚಾಯಿತಿ ವ್ಯಾಪ್ತಿಯಲ್ಲಿ 329 ಕುಟುಂಬಗಳಿಗೆ ಉದ್ಯೋಗ ಕೊಡಿಸಿದ್ದು, ಇದರಲ್ಲಿ 246 ಕುಟುಂಬಗಳು 100 ದಿನಗಳ ನರೇಗಾ ಕೂಲಿಯನ್ನು ಪಡೆದಿವೆ. ಈ ಕಾರಣದಿಂದ ಗ್ರಾಮೀಣ ಭಾಗದ ಜನರಿಗೆ ಉದ್ಯೋಗ ಪಡೆಯಲು ಪ್ರೇರಣೆ ನೀಡಿದ ಗಂಗಮ್ಮ ಅವರಿಗೆ ಪ್ರಶಸ್ತಿ ಲಭಿಸಿದೆ. ಪ್ರಶಸ್ತಿ ಸ್ವೀಕರಿಸುವ ವೇಳೆ ಮುಖ್ಯ ಕಾರ್ಯನಿರ್ವಾಹಕ ಅಧಿಕಾರಿ ಪ್ರಭು ಜಿ., ಉಪ ಕಾರ್ಯದರ್ಶಿ ಅಧ್ಯಕ್ಷರು, ಸಂಜೀವ್ ಪಿ.ಸಿ. ನಿರ್ದೇಶಕ ಹಾಗೂ ತಾಲೂಕು ಪಂಚಾಯಿತಿ ಕಾರ್ಯನಿರ್ವಾಹಕ ಅಧಿಕಾರಿಗಳು, ಸಹಾಯಕ ನಿರ್ದೇಶಕರು, ಪಂಚಾಯಿತಿ ಅಭಿವೃದ್ಧಿ ಅಧಿಕಾರಿಗಳು ಹಾಗೂ ನರೇಗಾ ತಾಂತ್ರಿಕ ಸಿಬ್ಬಂದಿ ಭಾಗವಹಿಸಿದ್ದರು. bbox=[758, 405, 898, 602]
banner-kannada: 36ನೇ ರಾಷ್ಟ್ರೀಯ ರಸ್ತೆ ಸುರಕ್ಷತಾ ಮಾಸ - 2025 bbox=[562, 167, 698, 176]
speaker-figure bbox=[58, 696, 98, 795]
story-body: ತುಮಕೂರು, ಫೆ.6– ರುಡ್‌ಸೆಟ್ ಸಂಸ್ಥೆಯ ವತಿಯಿಂದ 30 ದಿನಗಳ ಉಚಿತ ಬ್ಯೂಟಿ ಪಾರ್ಲರ್ ತರಬೇತಿ ನೀಡಲು ಆಸಕ್ತ ಗ್ರಾಮೀಣ ನಿರುದ್ಯೋಗಿ ಯುವತಿಯರಿಂದ ಅರ್ಜಿ ಆಹ್ವಾನಿಸಲಾಗಿದೆ. ಅರ್ಜಿ ಸಲ್ಲಿಸುವವರು 18 ರಿಂದ 45 ವರ್ಷ ವಯೋಮಾನದವರಾಗಿದ್ದು, ಕನ್ನಡ ಭಾಷೆ ಓದಲು ಮತ್ತು ಬರೆಯಲು ಬಲ್ಲವರಾಗಿರಬೇಕು. ಬಿಪಿಎಲ್ ಕಾರ್ಡ್ ಅಥವಾ ಜಾಬ್ ಕಾರ್ಡ್ ಹಾಗೂ ಆಧಾರ್ ಕಾರ್ಡನ್ನು ಕಡ್ಡಾಯವಾಗಿ ಹೊಂದಿರಬೇಕು. ತರಬೇತಿಯು ಮಾರ್ಚ್ 4 ರಿಂದ ಪ್ರಾರಂಭವಾಗಲಿದ್ದು, ಕಡ್ಡಾಯವಾಗಿ ವಸತಿಯುತವಾಗಿರುತ್ತದೆ. ತರಬೇತಿಯ ಅವಧಿಯಲ್ಲಿ ಉಚಿತವಾಗಿ ಊಟ ನೀಡಲಾಗುವುದು. ತರಬೇತಿ ಪೂರ್ಣಗೊಂಡ ನಂತರ ಕೇಂದ್ರ ಸರ್ಕಾರದ ಗ್ರಾಮೀಣಾಭಿವೃದ್ಧಿ ಸಚಿವಾಲಯದಿಂದ ಪ್ರಮಾಣಪತ್ರವನ್ನು ವಿತರಿಸಲಾಗುವುದು. ಆಸಕ್ತರು ಅರ್ಜಿ ಸಲ್ಲಿಸಲು ಹಾಗೂ ಹೆಚ್ಚಿನ ಮಾಹಿತಿಗಾಗಿ ರುಡ್‌ಸೆಟ್ ಸಂಸ್ಥೆ, ಅರಳಿಕಟ್ಟೆ, ತುಮಕೂರು ತಾಲೂಕು, ಬೆಂಗಳೂರು ಗ್ರಾಮಾಂತರ ಜಿಲ್ಲೆ, ಮೊಬೈಲ್ ಸಂಖ್ಯೆ: 9380162042, 9241482541, 9740982585, 9113880324ನ್ನು ಸಂಪರ್ಕಿಸಬಹುದಾಗಿದೆ ಎಂದು ಸಂಸ್ಥೆಯ ನಿರ್ದೇಶಕರು ತಿಳಿಸಿದ್ದಾರೆ. bbox=[243, 1095, 459, 1220]
notice-reference: DIPR/TUM/612/KSMCA/2024-25 bbox=[51, 1342, 145, 1349]
signature-dept: ಲೋಕೋಪಯೋಗಿ ಇಲಾಖೆ ವಿಭಾಗ, ತುಮಕೂರು. bbox=[128, 1333, 233, 1341]
address: "Amruthavani Arcade" KEB Road, Old NH4, 2nd Main Road, R.V Colony, Tumakuru bbox=[640, 1337, 844, 1343]
